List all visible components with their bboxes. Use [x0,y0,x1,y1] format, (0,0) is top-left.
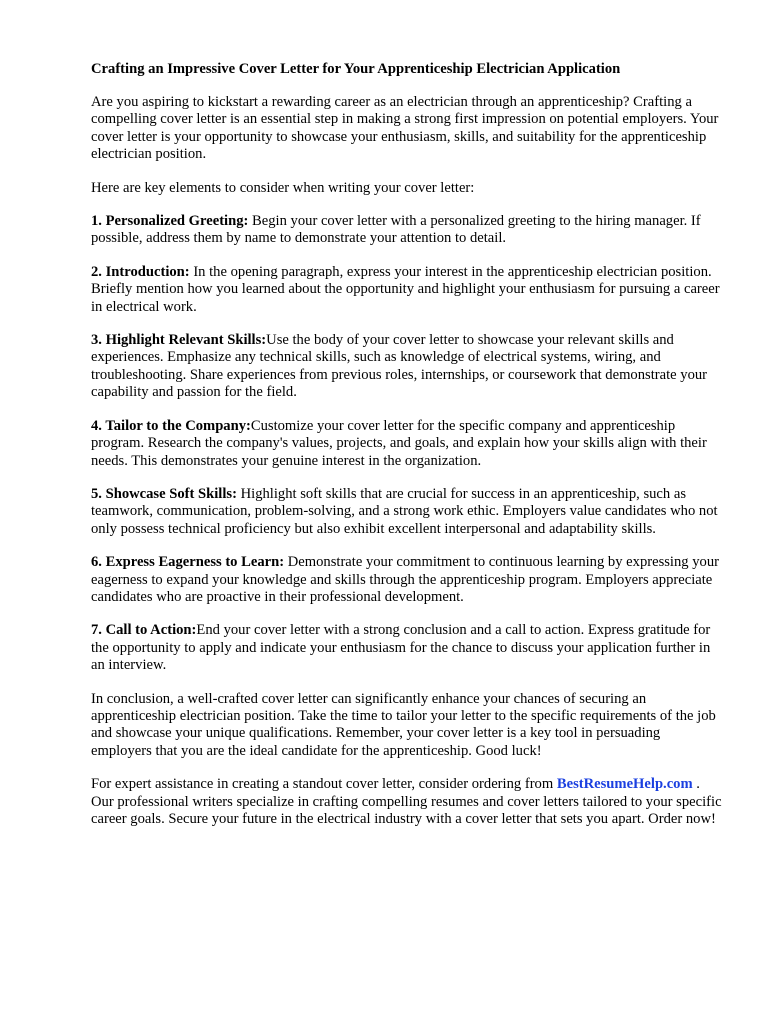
item-heading: 4. Tailor to the Company: [91,417,251,434]
item-text: Highlight soft skills that are crucial for success in an apprenticeship, such as teamwork, communication, problem-solving, and a strong work ethic. Employers value candidates who not only possess technical proficiency but also exhibit excellent interpersonal and adaptability skills. [91,485,718,537]
list-item-introduction [91,264,724,316]
list-item-personalized-greeting [91,213,724,248]
item-text: Demonstrate your commitment to continuous learning by expressing your eagerness to expand your knowledge and skills through the apprenticeship program. Employers appreciate candidates who are proactive in their professional development. [91,554,719,605]
item-heading: 7. Call to Action: [91,622,197,639]
item-text: Begin your cover letter with a personalized greeting to the hiring manager. If possible, address them by name to demonstrate your attention to detail. [91,213,701,247]
list-item-eagerness-to-learn [91,554,724,606]
document-title: Crafting an Impressive Cover Letter for Your Apprenticeship Electrician Application [91,61,621,77]
item-heading: 5. Showcase Soft Skills: [91,485,237,502]
intro-paragraph: Are you aspiring to kickstart a rewarding career as an electrician through an apprenticeship? Crafting a compelling cover letter is an essential step in making a strong first impression on potential employers. Your cover letter is your opportunity to showcase your enthusiasm, skills, and suitability for the apprenticeship electrician position. [91,94,719,163]
closing-text-after-link: . Our professional writers specialize in crafting compelling resumes and cover letters tailored to your specific career goals. Secure your future in the electrical industry with a cover letter that sets you apart. Order now! [91,776,722,827]
lead-in-paragraph: Here are key elements to consider when writing your cover letter: [91,179,475,196]
item-heading: 1. Personalized Greeting: [91,213,249,230]
item-heading: 3. Highlight Relevant Skills: [91,332,267,349]
closing-text-before-link: For expert assistance in creating a standout cover letter, consider ordering from [91,776,557,793]
item-heading: 6. Express Eagerness to Learn: [91,554,285,571]
conclusion-paragraph: In conclusion, a well-crafted cover letter can significantly enhance your chances of securing an apprenticeship electrician position. Take the time to tailor your letter to the specific requirements of the job and showcase your unique qualifications. Remember, your cover letter is a key tool in persuading employers that you are the ideal candidate for the apprenticeship. Good luck! [91,690,716,759]
list-item-call-to-action [91,622,724,674]
bestresumehelp-link[interactable]: BestResumeHelp.com [556,776,693,793]
closing-paragraph [91,776,724,828]
item-text: In the opening paragraph, express your interest in the apprenticeship electrician position. Briefly mention how you learned about the opportunity and highlight your enthusiasm for pursuing a career in electrical work. [91,263,720,315]
list-item-relevant-skills [91,332,724,402]
item-text: End your cover letter with a strong conclusion and a call to action. Express gratitude for the opportunity to apply and indicate your enthusiasm for the chance to discuss your application further in an interview. [91,622,711,674]
list-item-soft-skills [91,486,724,538]
list-item-tailor-company [91,418,724,470]
item-heading: 2. Introduction: [91,263,190,280]
item-text: Customize your cover letter for the specific company and apprenticeship program. Research the company's values, projects, and goals, and explain how your skills align with their needs. This demonstrates your genuine interest in the organization. [91,417,707,469]
item-text: Use the body of your cover letter to showcase your relevant skills and experiences. Emphasize any technical skills, such as knowledge of electrical systems, wiring, and troubleshooting. Share experiences from previous roles, internships, or coursework that demonstrate your capability and passion for the field. [91,332,708,401]
